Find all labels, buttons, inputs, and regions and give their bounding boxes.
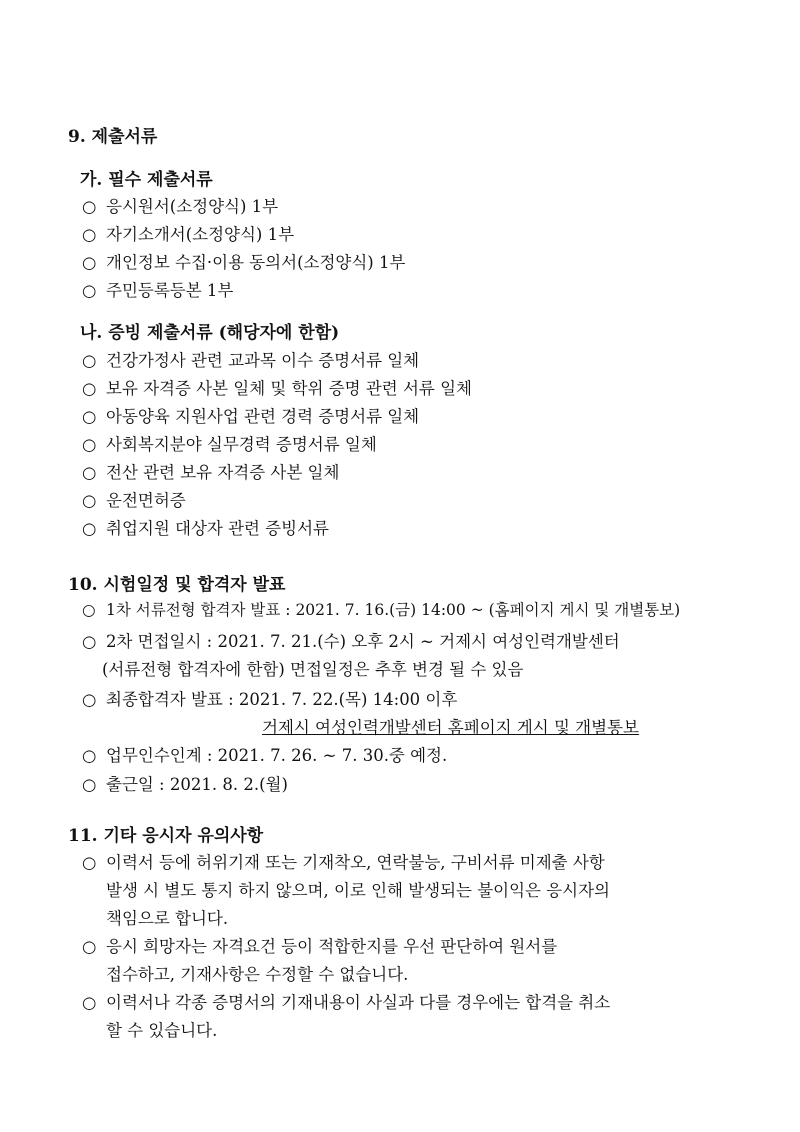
- list-item: ○ 2차 면접일시 : 2021. 7. 21.(수) 오후 2시 ~ 거제시 여성인력개발센터: [82, 632, 620, 651]
- bullet-icon: ○: [82, 225, 97, 244]
- bullet-icon: ○: [82, 463, 97, 482]
- list-item: ○ 개인정보 수집·이용 동의서(소정양식) 1부: [82, 253, 406, 272]
- list-item: ○ 최종합격자 발표 : 2021. 7. 22.(목) 14:00 이후: [82, 690, 458, 709]
- list-item: ○ 1차 서류전형 합격자 발표 : 2021. 7. 16.(금) 14:00 ~ (홈페이지 게시 및 개별통보): [82, 601, 681, 619]
- bullet-icon: ○: [82, 690, 97, 709]
- bullet-icon: ○: [82, 407, 97, 426]
- bullet-icon: ○: [82, 253, 97, 272]
- list-item: ○ 출근일 : 2021. 8. 2.(월): [82, 775, 288, 794]
- list-item: ○ 응시 희망자는 자격요건 등이 적합한지를 우선 판단하여 원서를: [82, 937, 558, 956]
- bullet-icon: ○: [82, 853, 97, 872]
- bullet-icon: ○: [82, 993, 97, 1012]
- list-item: ○ 자기소개서(소정양식) 1부: [82, 225, 295, 244]
- bullet-icon: ○: [82, 937, 97, 956]
- section-10-title: 10. 시험일정 및 합격자 발표: [68, 575, 286, 595]
- supporting-docs-title: 나. 증빙 제출서류 (해당자에 한함): [80, 323, 340, 343]
- bullet-icon: ○: [82, 519, 97, 538]
- list-item: ○ 보유 자격증 사본 일체 및 학위 증명 관련 서류 일체: [82, 379, 472, 398]
- section-9-title: 9. 제출서류: [68, 127, 158, 147]
- bullet-icon: ○: [82, 435, 97, 454]
- bullet-icon: ○: [82, 281, 97, 300]
- list-item: ○ 건강가정사 관련 교과목 이수 증명서류 일체: [82, 351, 420, 370]
- list-item-continuation: 거제시 여성인력개발센터 홈페이지 게시 및 개별통보: [262, 718, 639, 737]
- section-11-title: 11. 기타 응시자 유의사항: [68, 826, 264, 846]
- list-item: ○ 이력서 등에 허위기재 또는 기재착오, 연락불능, 구비서류 미제출 사항: [82, 853, 605, 872]
- bullet-icon: ○: [82, 379, 97, 398]
- list-item: ○ 응시원서(소정양식) 1부: [82, 197, 279, 216]
- list-item-continuation: 접수하고, 기재사항은 수정할 수 없습니다.: [106, 965, 409, 984]
- bullet-icon: ○: [82, 601, 96, 619]
- list-item: ○ 운전면허증: [82, 491, 186, 510]
- list-item: ○ 사회복지분야 실무경력 증명서류 일체: [82, 435, 377, 454]
- list-item-continuation: 책임으로 합니다.: [106, 909, 229, 928]
- list-item-continuation: 발생 시 별도 통지 하지 않으며, 이로 인해 발생되는 불이익은 응시자의: [106, 881, 610, 900]
- list-item: ○ 전산 관련 보유 자격증 사본 일체: [82, 463, 340, 482]
- list-item-continuation: (서류전형 합격자에 한함) 면접일정은 추후 변경 될 수 있음: [102, 660, 524, 679]
- required-docs-title: 가. 필수 제출서류: [80, 170, 213, 190]
- list-item: ○ 이력서나 각종 증명서의 기재내용이 사실과 다를 경우에는 합격을 취소: [82, 993, 611, 1012]
- list-item-continuation: 할 수 있습니다.: [106, 1021, 218, 1040]
- bullet-icon: ○: [82, 491, 97, 510]
- bullet-icon: ○: [82, 197, 97, 216]
- bullet-icon: ○: [82, 632, 97, 651]
- bullet-icon: ○: [82, 746, 97, 765]
- bullet-icon: ○: [82, 351, 97, 370]
- list-item: ○ 아동양육 지원사업 관련 경력 증명서류 일체: [82, 407, 420, 426]
- list-item: ○ 주민등록등본 1부: [82, 281, 234, 300]
- list-item: ○ 업무인수인계 : 2021. 7. 26. ~ 7. 30.중 예정.: [82, 746, 448, 765]
- bullet-icon: ○: [82, 775, 97, 794]
- list-item: ○ 취업지원 대상자 관련 증빙서류: [82, 519, 329, 538]
